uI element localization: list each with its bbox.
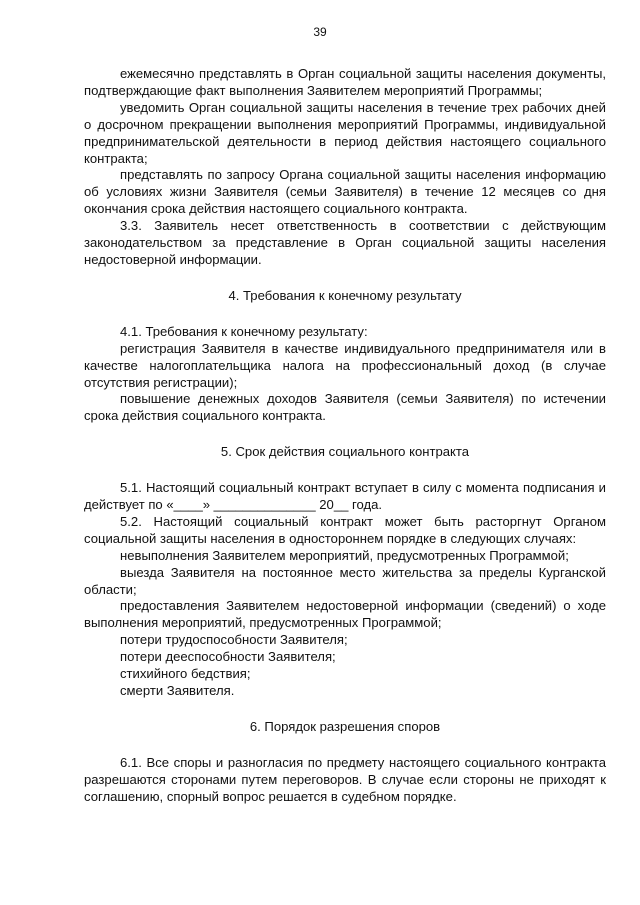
paragraph-loss-of-work-capacity: потери трудоспособности Заявителя; <box>120 632 348 648</box>
paragraph-loss-of-legal-capacity: потери дееспособности Заявителя; <box>120 649 336 665</box>
paragraph-income-increase: повышение денежных доходов Заявителя (семьи Заявителя) по истечении срока действия социального контракта. <box>84 391 606 424</box>
paragraph-living-conditions: представлять по запросу Органа социальной защиты населения информацию об условиях жизни Заявителя (семьи Заявителя) в течение 12 месяцев со дня окончания срока действия настоящего социального контракта. <box>84 167 606 217</box>
paragraph-clause-3-3: 3.3. Заявитель несет ответственность в соответствии с действующим законодательством за представление в Орган социальной защиты населения недостоверной информации. <box>84 218 606 267</box>
paragraph-clause-6-1: 6.1. Все споры и разногласия по предмету настоящего социального контракта разрешаются сторонами путем переговоров. В случае если стороны не приходят к соглашению, спорный вопрос решается в судебном порядке. <box>84 754 606 804</box>
paragraph-false-info: предоставления Заявителем недостоверной информации (сведений) о ходе выполнения мероприятий, предусмотренных Программой; <box>84 598 606 631</box>
section-heading-4: 4. Требования к конечному результату <box>228 287 462 303</box>
paragraph-registration: регистрация Заявителя в качестве индивидуального предпринимателя или в качестве налогоплательщика налога на профессиональный доход (в случае отсутствия регистрации); <box>84 340 606 390</box>
paragraph-non-fulfillment: невыполнения Заявителем мероприятий, предусмотренных Программой; <box>120 547 569 563</box>
page-number: 39 <box>313 25 327 39</box>
section-heading-5: 5. Срок действия социального контракта <box>220 444 470 460</box>
paragraph-natural-disaster: стихийного бедствия; <box>120 666 251 682</box>
paragraph-clause-5-2: 5.2. Настоящий социальный контракт может быть расторгнут Органом социальной защиты населения в одностороннем порядке в следующих случаях: <box>84 513 606 546</box>
paragraph-monthly-reports: ежемесячно представлять в Орган социальной защиты населения документы, подтверждающие факт выполнения Заявителем мероприятий Программы; <box>84 66 606 98</box>
section-heading-6: 6. Порядок разрешения споров <box>249 718 441 734</box>
paragraph-relocation: выезда Заявителя на постоянное место жительства за пределы Курганской области; <box>84 564 606 597</box>
paragraph-notify-termination: уведомить Орган социальной защиты населения в течение трех рабочих дней о досрочном прекращении выполнения мероприятий Программы, индивидуальной предпринимательской деятельности в период действия настоящего социального контракта; <box>84 99 606 166</box>
paragraph-death: смерти Заявителя. <box>120 683 235 698</box>
document-body <box>84 66 606 806</box>
paragraph-clause-4-1: 4.1. Требования к конечному результату: <box>120 323 368 339</box>
paragraph-clause-5-1: 5.1. Настоящий социальный контракт вступает в силу с момента подписания и действует по «____» ______________ 20__ года. <box>84 480 606 513</box>
